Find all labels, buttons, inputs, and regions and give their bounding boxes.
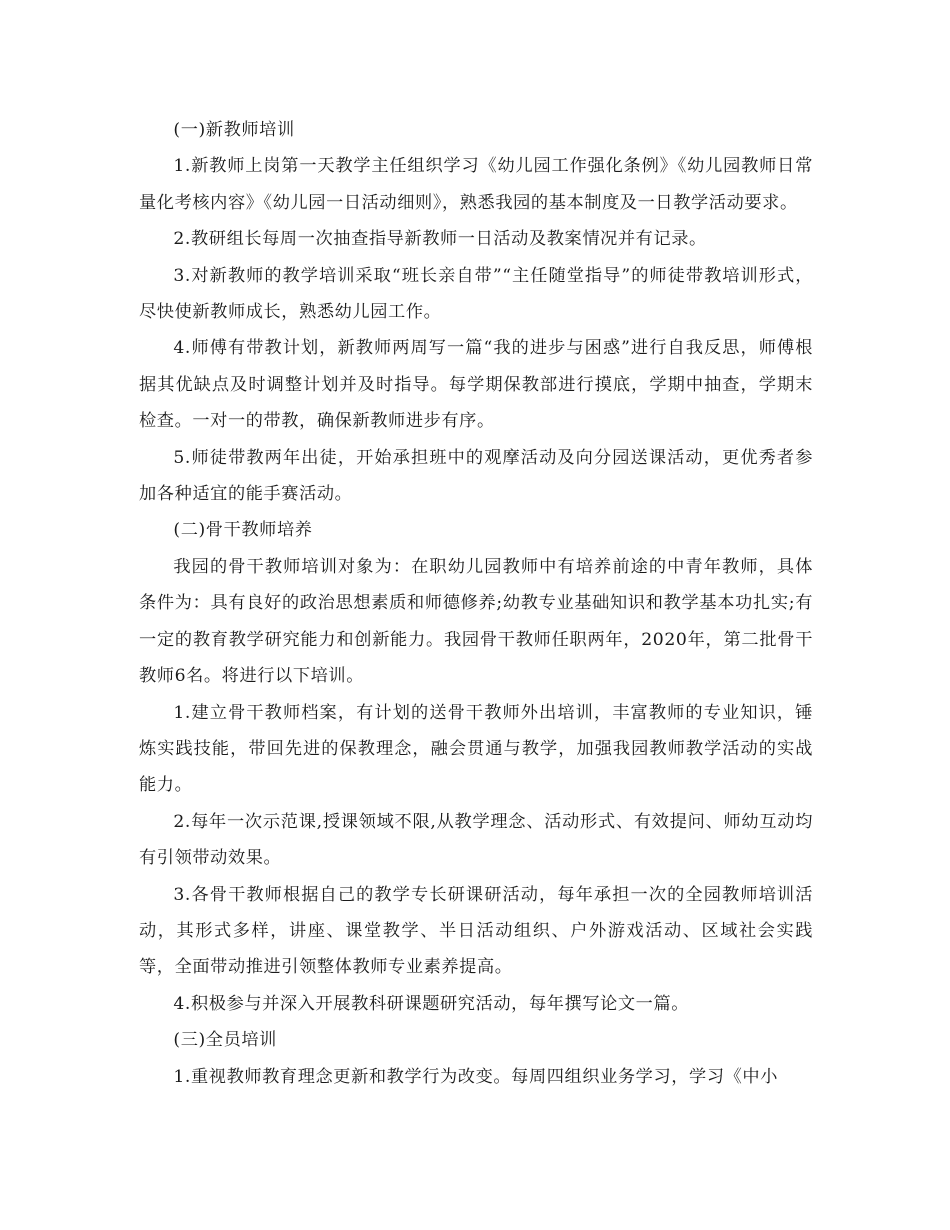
paragraph: 2.教研组长每周一次抽查指导新教师一日活动及教案情况并有记录。 (173, 229, 707, 250)
paragraph: 1.重视教师教育理念更新和教学行为改变。每周四组织业务学习，学习《中小 (173, 1066, 778, 1087)
paragraph: 3.对新教师的教学培训采取“班长亲自带”“主任随堂指导”的师徒带教培训形式，尽快使新教师成长，熟悉幼儿园工作。 (139, 265, 813, 323)
section-heading-backbone-teacher-training: (二)骨干教师培养 (173, 520, 313, 541)
paragraph: 4.师傅有带教计划，新教师两周写一篇“我的进步与困惑”进行自我反思，师傅根据其优缺点及时调整计划并及时指导。每学期保教部进行摸底，学期中抽查，学期末检查。一对一的带教，确保新教师进步有序。 (139, 338, 813, 432)
paragraph: 4.积极参与并深入开展教科研课题研究活动，每年撰写论文一篇。 (173, 993, 690, 1014)
paragraph: 3.各骨干教师根据自己的教学专长研课研活动，每年承担一次的全园教师培训活动，其形式多样，讲座、课堂教学、半日活动组织、户外游戏活动、区域社会实践等，全面带动推进引领整体教师专业素养提高。 (139, 884, 813, 978)
paragraph: 5.师徒带教两年出徒，开始承担班中的观摩活动及向分园送课活动，更优秀者参加各种适宜的能手赛活动。 (139, 447, 813, 505)
paragraph: 我园的骨干教师培训对象为：在职幼儿园教师中有培养前途的中青年教师，具体条件为：具有良好的政治思想素质和师德修养;幼教专业基础知识和教学基本功扎实;有一定的教育教学研究能力和创新能力。我园骨干教师任职两年，2020年，第二批骨干教师6名。将进行以下培训。 (139, 556, 813, 687)
paragraph: 1.新教师上岗第一天教学主任组织学习《幼儿园工作强化条例》《幼儿园教师日常量化考核内容》《幼儿园一日活动细则》，熟悉我园的基本制度及一日教学活动要求。 (139, 156, 813, 213)
document-body (139, 112, 813, 1095)
paragraph: 1.建立骨干教师档案，有计划的送骨干教师外出培训，丰富教师的专业知识，锤炼实践技能，带回先进的保教理念，融会贯通与教学，加强我园教师教学活动的实战能力。 (139, 702, 813, 796)
section-heading-new-teacher-training: (一)新教师培训 (173, 120, 295, 140)
paragraph: 2.每年一次示范课,授课领域不限,从教学理念、活动形式、有效提问、师幼互动均有引领带动效果。 (139, 811, 813, 869)
section-heading-all-staff-training: (三)全员培训 (173, 1030, 277, 1051)
